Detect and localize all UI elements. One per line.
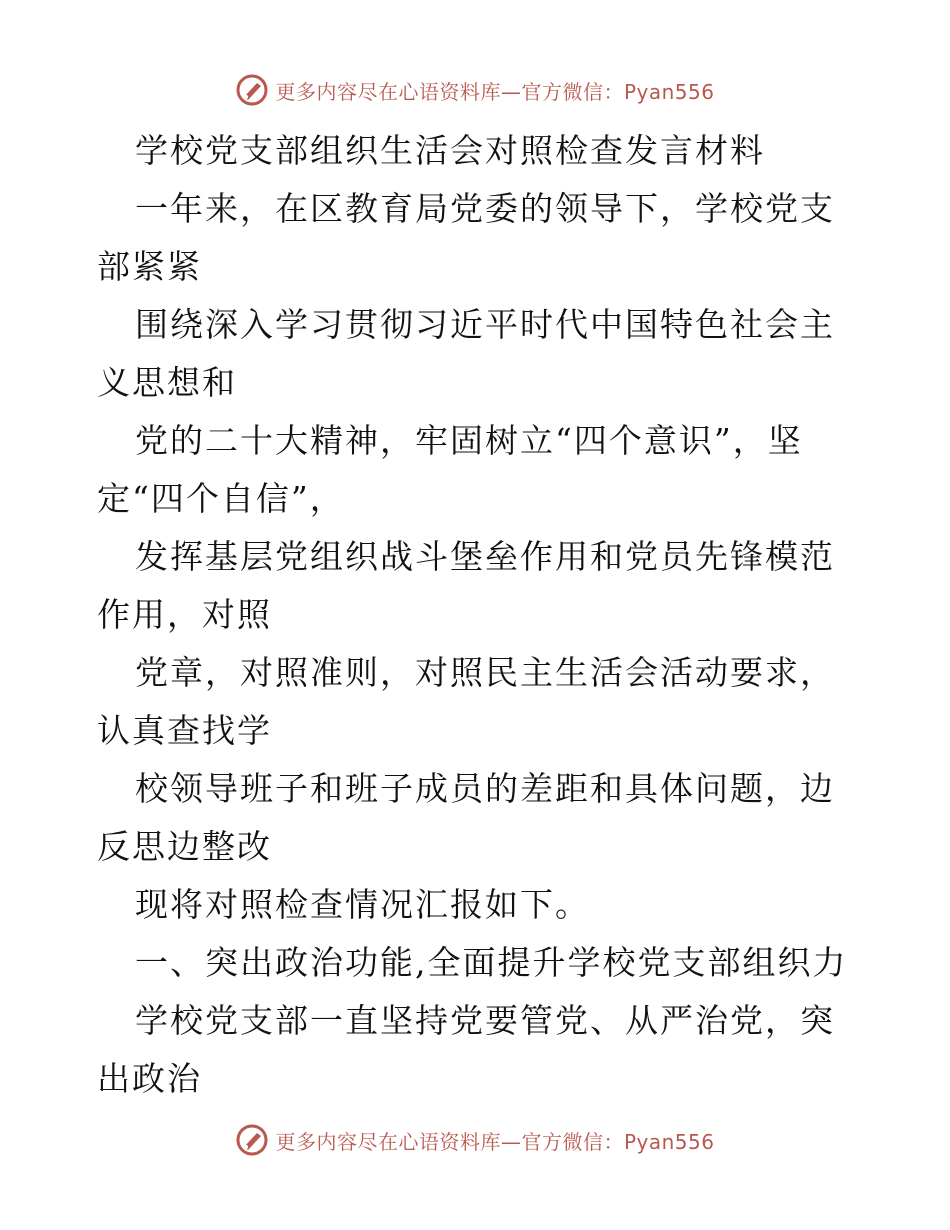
pen-nib-logo-icon [235,1123,269,1157]
body-paragraph: 校领导班子和班子成员的差距和具体问题，边反思边整改 [97,769,835,866]
body-paragraph: 党章，对照准则，对照民主生活会活动要求，认真查找学 [97,653,835,750]
body-paragraph: 党的二十大精神，牢固树立“四个意识”，坚定“四个自信”， [97,421,803,518]
body-paragraph: 现将对照检查情况汇报如下。 [135,885,590,924]
body-paragraph: 学校党支部一直坚持党要管党、从严治党，突出政治 [97,1001,835,1098]
body-paragraph: 围绕深入学习贯彻习近平时代中国特色社会主义思想和 [97,305,835,402]
document-title: 学校党支部组织生活会对照检查发言材料 [135,131,765,170]
body-paragraph: 一年来，在区教育局党委的领导下，学校党支部紧紧 [97,189,835,286]
footer-banner [0,1120,950,1160]
document-body [97,122,857,1108]
body-paragraph: 发挥基层党组织战斗堡垒作用和党员先锋模范作用，对照 [97,537,835,634]
header-banner [0,70,950,110]
section-heading: 一、突出政治功能,全面提升学校党支部组织力 [135,943,848,982]
banner-text: 更多内容尽在心语资料库—官方微信：Pyan556 [275,1129,715,1154]
banner-text: 更多内容尽在心语资料库—官方微信：Pyan556 [275,79,715,104]
pen-nib-logo-icon [235,73,269,107]
